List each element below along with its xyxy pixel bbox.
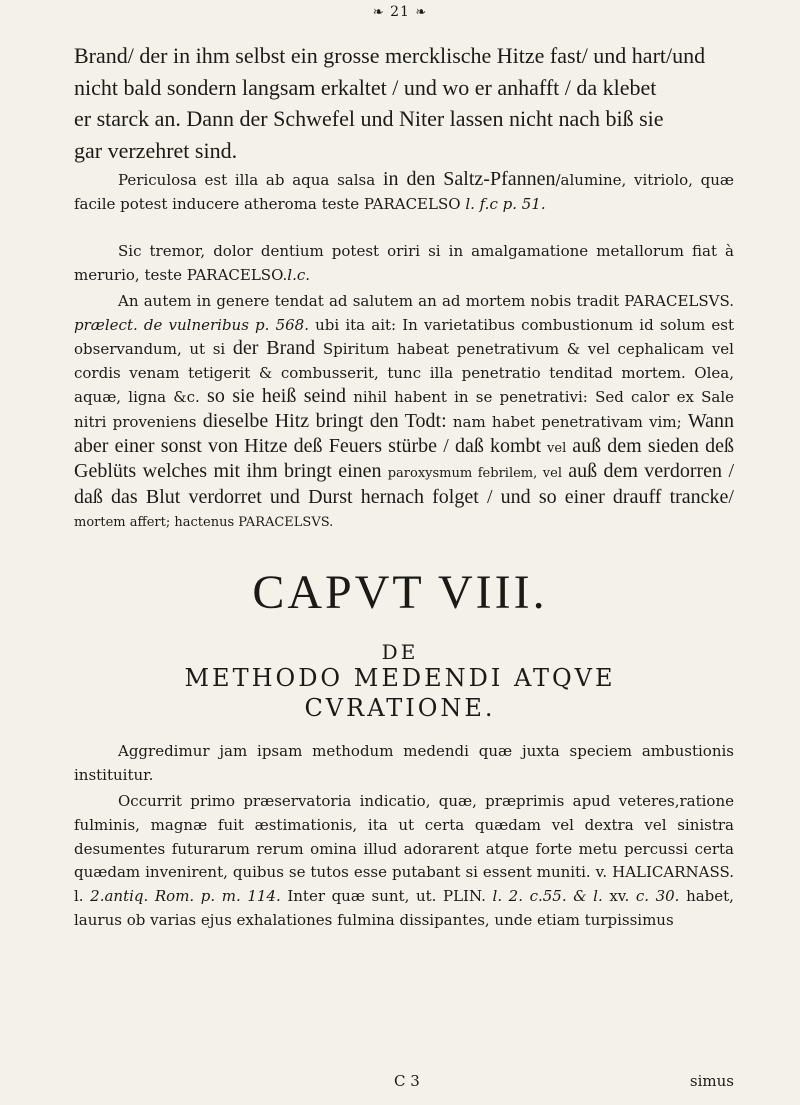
- catchword: simus: [689, 1072, 734, 1090]
- text-segment: mortem affert; hactenus PARACELSVS.: [74, 515, 334, 531]
- text-segment: xv.: [609, 887, 630, 906]
- german-insert: Wann aber einer sonst von Hitze deß Feuers stürbe / daß kombt: [74, 409, 734, 457]
- latin-paragraph-2: [74, 240, 734, 287]
- text-segment: Aggredimur jam ipsam methodum medendi quæ juxta speciem ambustionis instituitur.: [74, 742, 734, 784]
- text-segment: An autem in genere tendat ad salutem an ad mortem nobis tradit PARACELSVS.: [118, 292, 734, 310]
- reference: c. 30.: [635, 887, 680, 906]
- text-segment: Periculosa est illa ab aqua salsa: [118, 171, 376, 189]
- text-segment: vel: [547, 440, 567, 456]
- german-insert: auß dem verdorren / daß das Blut verdorret und Durst hernach folget / und so einer drauff trancke/: [74, 460, 735, 508]
- chapter-subtitle-line-2: CVRATIONE.: [304, 694, 496, 722]
- text-segment: ubi ita ait: In varietatibus combustionum id solum est observandum, ut si: [74, 315, 734, 359]
- german-line: gar verzehret sind.: [74, 137, 238, 163]
- ornament-right-icon: ❧: [415, 5, 428, 20]
- signature-mark: C 3: [394, 1072, 420, 1090]
- german-paragraph: [74, 40, 734, 166]
- chapter-de: DE: [381, 640, 419, 664]
- german-insert: auß dem sieden deß Geblüts welches mit ihm bringt einen: [74, 434, 734, 483]
- chapter-title: CAPVT VIII.: [252, 566, 548, 619]
- reference: l.c.: [287, 265, 311, 284]
- page-header: [0, 4, 800, 20]
- latin-paragraph-3: [74, 290, 734, 535]
- text-segment: Occurrit primo præservatoria indicatio, quæ, præprimis apud veteres,ratione fulminis, magnæ fuit æstimationis, ita ut certa quædam vel dextra vel sinistra desumentes futurarum rerum omina illud adorarent atque forte metu percussi certa quædam invenirent, quibus se tutos esse putabant si essent muniti. v. HALICARNASS. l.: [74, 792, 734, 906]
- chapter-subtitle-line-1: METHODO MEDENDI ATQVE: [184, 664, 616, 692]
- reference: prælect. de vulneribus p. 568.: [74, 315, 309, 334]
- german-insert: der Brand: [232, 337, 316, 360]
- german-insert: so sie heiß seind: [207, 385, 346, 408]
- page-number: 21: [390, 4, 410, 20]
- german-line: nicht bald sondern langsam erkaltet / und wo er anhafft / da klebet: [74, 74, 657, 100]
- reference: 2.antiq. Rom. p. m. 114.: [90, 887, 281, 906]
- ornament-left-icon: ❧: [372, 5, 385, 20]
- text-segment: nihil habent in se penetrativi: Sed calor ex Sale nitri proveniens: [74, 388, 735, 431]
- latin-paragraph-4: [74, 740, 734, 788]
- text-segment: Spiritum habeat penetrativum & vel cephalicam vel cordis venam tetigerit & combusserit, tunc illa penetratio tenditad mortem. Olea, aquæ, ligna &c.: [74, 340, 734, 407]
- text-segment: nam habet penetrativam vim;: [452, 412, 682, 431]
- german-insert: in den Saltz-Pfannen: [382, 168, 556, 190]
- reference: l. f.c p. 51.: [465, 194, 546, 213]
- text-segment: Sic tremor, dolor dentium potest oriri si in amalgamatione metallorum fiat à merurio, teste PARACELSO.: [74, 242, 734, 284]
- german-line: er starck an. Dann der Schwefel und Niter lassen nicht nach biß sie: [74, 106, 664, 131]
- latin-paragraph-5: [74, 790, 734, 933]
- text-segment: /alumine, vitriolo, quæ facile potest inducere atheroma teste PARACELSO: [74, 171, 735, 213]
- german-insert: dieselbe Hitz bringt den Todt:: [202, 409, 447, 432]
- latin-paragraph-1: [74, 168, 734, 216]
- german-line: Brand/ der in ihm selbst ein grosse mercklische Hitze fast/ und hart/und: [74, 43, 706, 68]
- reference: l. 2. c.55. & l.: [492, 887, 603, 906]
- text-segment: Inter quæ sunt, ut. PLIN.: [287, 887, 486, 906]
- text-segment: paroxysmum febrilem, vel: [387, 466, 562, 482]
- text-segment: habet, laurus ob varias ejus exhalationes fulmina dissipantes, unde etiam turpissimus: [74, 887, 734, 929]
